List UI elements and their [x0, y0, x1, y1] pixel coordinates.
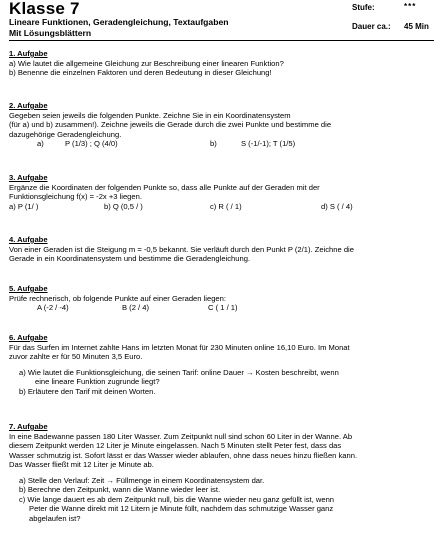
task-4-heading: 4. Aufgabe — [9, 235, 48, 244]
task-2-a-points: P (1/3) ; Q (4/0) — [65, 139, 118, 148]
task-2-heading: 2. Aufgabe — [9, 101, 48, 110]
task-1 — [9, 49, 434, 78]
task-7-b: b) Berechne den Zeitpunkt, wann die Wanne wieder leer ist. — [19, 485, 221, 494]
task-6-a: a) Wie lautet die Funktionsgleichung, die seinen Tarif: online Dauer → Kosten beschreibt, wenn — [19, 367, 339, 377]
task-2-line-2: (für a) und b) zusammen!). Zeichne jeweils die Gerade durch die zwei Punkte und bestimme die — [9, 120, 332, 129]
task-6 — [9, 333, 434, 396]
task-7-a: a) Stelle den Verlauf: Zeit → Füllmenge in einem Koordinatensystem dar. — [19, 475, 265, 485]
task-1-a: a) Wie lautet die allgemeine Gleichung zur Beschreibung einer linearen Funktion? — [9, 58, 284, 68]
task-6-line-1: Für das Surfen im Internet zahlte Hans im letzten Monat für 230 Minuten online 16,10 Euro. Im Monat — [9, 342, 350, 352]
worksheet-header — [9, 0, 434, 41]
task-7-c: c) Wie lange dauert es ab dem Zeitpunkt null, bis die Wanne wieder neu ganz gefüllt ist, wenn — [19, 494, 335, 504]
task-5-point-c: C ( 1 / 1) — [208, 303, 238, 312]
task-2-b-points: S (-1/-1); T (1/5) — [241, 139, 296, 148]
task-3-c: c) R ( / 1) — [210, 201, 242, 211]
task-7-line-1: In eine Badewanne passen 180 Liter Wasser. Zum Zeitpunkt null sind schon 60 Liter in der Wanne. Ab — [9, 431, 353, 441]
task-7-line-3: Wasser schmutzig ist. Sofort lässt er das Wasser wieder ablaufen, ohne dass neues hinzu fließen kann. — [9, 450, 358, 460]
task-4 — [9, 235, 434, 264]
task-3-line-1: Ergänze die Koordinaten der folgenden Punkte so, dass alle Punkte auf der Geraden mit der — [9, 182, 320, 192]
task-7-line-4: Das Wasser fließt mit 12 Liter je Minute ab. — [9, 460, 154, 469]
task-7-heading: 7. Aufgabe — [9, 422, 48, 431]
task-3-b: b) Q (0,5 / ) — [104, 201, 143, 211]
task-3 — [9, 173, 434, 212]
task-1-heading: 1. Aufgabe — [9, 49, 48, 58]
task-3-heading: 3. Aufgabe — [9, 173, 48, 182]
task-7 — [9, 422, 434, 523]
task-7-c-cont-2: abgelaufen ist? — [29, 513, 81, 523]
level-value: *** — [404, 2, 417, 11]
task-6-a-cont: eine lineare Funktion zugrunde liegt? — [35, 377, 160, 386]
task-2-line-1: Gegeben seien jeweils die folgenden Punkte. Zeichne Sie in ein Koordinatensystem — [9, 110, 291, 120]
solutions-note: Mit Lösungsblättern — [9, 28, 92, 38]
task-5 — [9, 284, 434, 313]
task-2-line-3: dazugehörige Geradengleichung. — [9, 129, 122, 139]
duration-label: Dauer ca.: — [352, 22, 391, 31]
topic-line: Lineare Funktionen, Geradengleichung, Textaufgaben — [9, 17, 229, 27]
task-3-line-2: Funktionsgleichung f(x) = -2x +3 liegen. — [9, 192, 142, 201]
task-5-point-b: B (2 / 4) — [122, 303, 150, 312]
task-5-heading: 5. Aufgabe — [9, 284, 48, 293]
task-2-a-label: a) — [37, 139, 44, 148]
task-3-a: a) P (1/ ) — [9, 201, 39, 211]
task-1-b: b) Benenne die einzelnen Faktoren und deren Bedeutung in dieser Gleichung! — [9, 68, 272, 77]
page-title: Klasse 7 — [9, 0, 80, 18]
duration-value: 45 Min — [404, 22, 429, 31]
task-4-line-2: Gerade in ein Koordinatensystem und bestimme die Geradengleichung. — [9, 254, 251, 263]
task-6-heading: 6. Aufgabe — [9, 333, 48, 342]
task-6-line-2: zuvor zahlte er für 50 Minuten 3,5 Euro. — [9, 352, 143, 361]
task-7-c-cont-1: Peter die Wanne direkt mit 12 Litern je Minute füllt, nachdem das schmutzige Wasser ganz — [29, 504, 334, 513]
task-2-b-label: b) — [210, 139, 217, 148]
task-6-b: b) Erläutere den Tarif mit deinen Worten. — [19, 386, 156, 396]
task-3-d: d) S ( / 4) — [321, 201, 353, 211]
task-4-line-1: Von einer Geraden ist die Steigung m = -0,5 bekannt. Sie verläuft durch den Punkt P (2/1). Zeichne die — [9, 244, 354, 254]
level-label: Stufe: — [352, 3, 375, 12]
task-5-line-1: Prüfe rechnerisch, ob folgende Punkte auf einer Geraden liegen: — [9, 293, 226, 303]
task-5-point-a: A (-2 / -4) — [37, 303, 69, 312]
task-7-line-2: diesem Zeitpunkt werden 12 Liter je Minute eingelassen. Nach 5 Minuten stellt Peter fest, dass das — [9, 441, 342, 450]
task-2 — [9, 101, 434, 149]
